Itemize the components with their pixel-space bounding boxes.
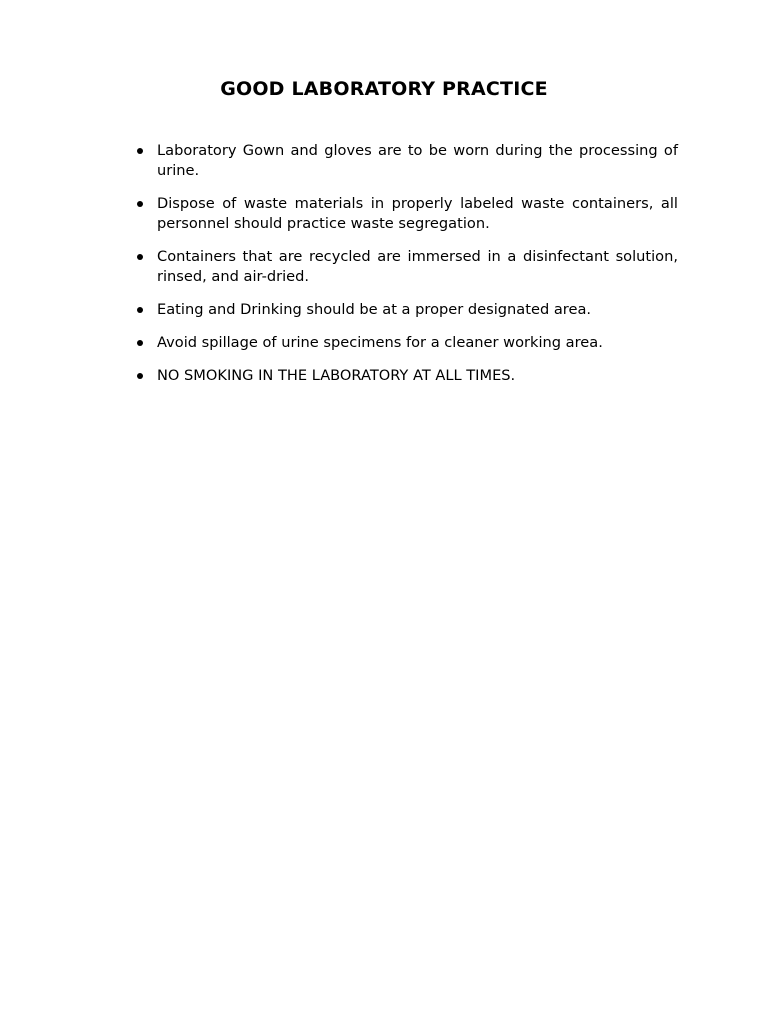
- list-item-text: Dispose of waste materials in properly labeled waste containers, all personnel should practice waste segregation.: [157, 195, 678, 232]
- list-item-text: Avoid spillage of urine specimens for a cleaner working area.: [157, 334, 603, 351]
- page-title: GOOD LABORATORY PRACTICE: [220, 78, 548, 100]
- bullet-icon: [137, 340, 143, 346]
- bullet-icon: [137, 148, 143, 154]
- list-item-text: Containers that are recycled are immersed in a disinfectant solution, rinsed, and air-dried.: [157, 248, 678, 285]
- list-item: [134, 333, 678, 353]
- practice-list: [134, 141, 678, 399]
- list-item: [134, 366, 678, 386]
- bullet-icon: [137, 201, 143, 207]
- list-item: [134, 300, 678, 320]
- list-item-text: Eating and Drinking should be at a proper designated area.: [157, 301, 592, 318]
- list-item-text: Laboratory Gown and gloves are to be worn during the processing of urine.: [157, 142, 678, 179]
- list-item: [134, 247, 678, 287]
- list-item-text: NO SMOKING IN THE LABORATORY AT ALL TIMES.: [157, 367, 516, 384]
- list-item: [134, 194, 678, 234]
- bullet-icon: [137, 307, 143, 313]
- bullet-icon: [137, 373, 143, 379]
- list-item: [134, 141, 678, 181]
- bullet-icon: [137, 254, 143, 260]
